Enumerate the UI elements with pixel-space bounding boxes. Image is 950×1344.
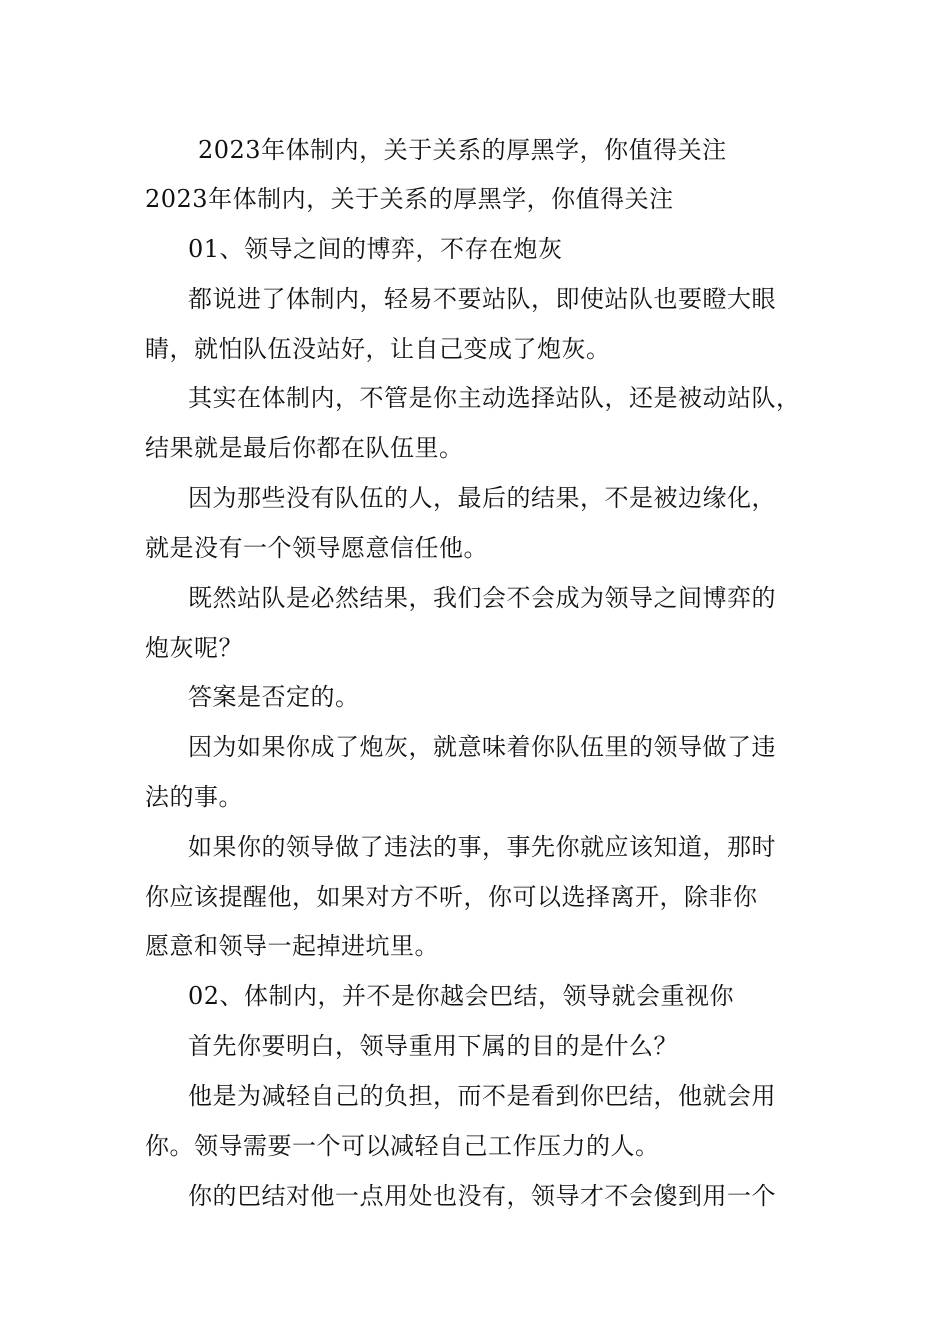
subtitle-line: 2023年体制内，关于关系的厚黑学，你值得关注	[145, 185, 674, 213]
section-heading: 02、体制内，并不是你越会巴结，领导就会重视你	[188, 982, 735, 1010]
section-heading: 01、领导之间的博弈，不存在炮灰	[188, 235, 563, 263]
paragraph-line: 炮灰呢？	[145, 634, 243, 662]
paragraph-line: 都说进了体制内，轻易不要站队，即使站队也要瞪大眼	[188, 285, 776, 313]
paragraph-line: 因为那些没有队伍的人，最后的结果，不是被边缘化，	[188, 484, 776, 512]
paragraph-line: 就是没有一个领导愿意信任他。	[145, 534, 488, 562]
paragraph-line: 结果就是最后你都在队伍里。	[145, 434, 464, 462]
paragraph-line: 你。领导需要一个可以减轻自己工作压力的人。	[145, 1132, 660, 1160]
paragraph-line: 睛，就怕队伍没站好，让自己变成了炮灰。	[145, 335, 611, 363]
paragraph-line: 愿意和领导一起掉进坑里。	[145, 932, 439, 960]
paragraph-line: 法的事。	[145, 783, 243, 811]
paragraph-line: 既然站队是必然结果，我们会不会成为领导之间博弈的	[188, 584, 776, 612]
paragraph-line: 因为如果你成了炮灰，就意味着你队伍里的领导做了违	[188, 733, 776, 761]
paragraph-line: 其实在体制内，不管是你主动选择站队，还是被动站队，	[188, 384, 801, 412]
paragraph-line: 如果你的领导做了违法的事，事先你就应该知道，那时	[188, 833, 776, 861]
paragraph-line: 答案是否定的。	[188, 683, 360, 711]
paragraph-line: 你应该提醒他，如果对方不听，你可以选择离开，除非你	[145, 883, 758, 911]
paragraph-line: 他是为减轻自己的负担，而不是看到你巴结，他就会用	[188, 1082, 776, 1110]
paragraph-line: 你的巴结对他一点用处也没有，领导才不会傻到用一个	[188, 1182, 776, 1210]
paragraph-line: 首先你要明白，领导重用下属的目的是什么？	[188, 1032, 678, 1060]
document-title: 2023年体制内，关于关系的厚黑学，你值得关注	[198, 136, 727, 164]
